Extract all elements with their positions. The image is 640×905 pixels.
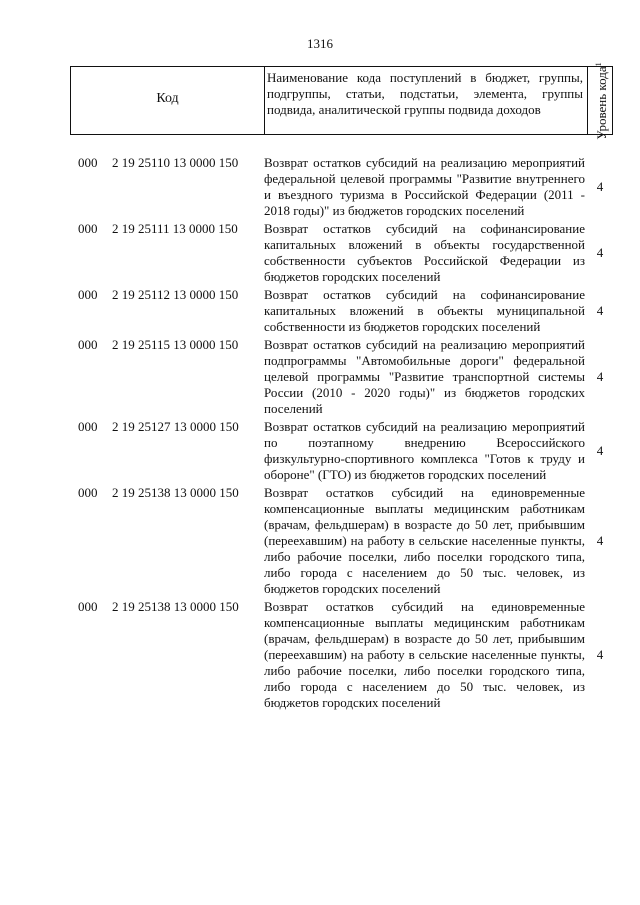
row-name: Возврат остатков субсидий на реализацию мероприятий федеральной целевой программы "Развитие внутреннего и въездного туризма в Российской Федерации (2011 - 2018 годы)" из бюджетов городских поселений: [264, 155, 585, 218]
table-row: [70, 337, 613, 417]
page-number: 1316: [307, 36, 333, 51]
row-level: 4: [596, 179, 604, 194]
row-admin-code: 000: [78, 419, 98, 434]
header-level-text: Уровень кода: [594, 65, 610, 140]
table-body: [70, 155, 613, 713]
table-header: [70, 61, 613, 140]
table-row: [70, 287, 613, 335]
row-name: Возврат остатков субсидий на софинансирование капитальных вложений в объекты государственной собственности субъектов Российской Федерации из бюджетов городских поселений: [264, 221, 585, 284]
row-admin-code: 000: [78, 155, 98, 170]
row-admin-code: 000: [78, 287, 98, 302]
table-row: [70, 485, 613, 597]
row-name: Возврат остатков субсидий на реализацию мероприятий подпрограммы "Автомобильные дороги" федеральной целевой программы "Развитие транспортной системы России (2010 - 2020 годы)" из бюджетов городских поселений: [264, 337, 585, 416]
table-row: [70, 419, 613, 483]
row-income-code: 2 19 25115 13 0000 150: [112, 337, 239, 352]
row-level: 4: [596, 245, 604, 260]
header-level-footnote: 1: [593, 61, 603, 66]
row-name: Возврат остатков субсидий на реализацию мероприятий по поэтапному внедрению Всероссийского физкультурно-спортивного комплекса "Готов к труду и обороне" (ГТО) из бюджетов городских поселений: [264, 419, 585, 482]
header-level-label: [592, 62, 608, 139]
row-admin-code: 000: [78, 485, 98, 500]
row-income-code: 2 19 25112 13 0000 150: [112, 287, 239, 302]
row-admin-code: 000: [78, 337, 98, 352]
row-name: Возврат остатков субсидий на единовременные компенсационные выплаты медицинским работникам (врачам, фельдшерам) в возрасте до 50 лет, прибывшим (переехавшим) на работу в сельские населенные пункты, либо рабочие поселки, либо поселки городского типа, либо города с населением до 50 тыс. человек, из бюджетов городских поселений: [264, 485, 585, 596]
row-income-code: 2 19 25127 13 0000 150: [112, 419, 239, 434]
row-income-code: 2 19 25138 13 0000 150: [112, 485, 239, 500]
row-name: Возврат остатков субсидий на единовременные компенсационные выплаты медицинским работникам (врачам, фельдшерам) в возрасте до 50 лет, прибывшим (переехавшим) на работу в сельские населенные пункты, либо рабочие поселки, либо поселки городского типа, либо города с населением до 50 тыс. человек, из бюджетов городских поселений: [264, 599, 585, 710]
row-income-code: 2 19 25138 13 0000 150: [112, 599, 239, 614]
table-row: [70, 155, 613, 219]
row-income-code: 2 19 25110 13 0000 150: [112, 155, 239, 170]
row-level: 4: [596, 533, 604, 548]
row-admin-code: 000: [78, 599, 98, 614]
header-name-column: Наименование кода поступлений в бюджет, группы, подгруппы, статьи, подстатьи, элемента, группы подвида, аналитической группы подвида доходов: [265, 67, 588, 134]
row-level: 4: [596, 303, 604, 318]
table-row: [70, 221, 613, 285]
row-level: 4: [596, 443, 604, 458]
row-level: 4: [596, 369, 604, 384]
row-income-code: 2 19 25111 13 0000 150: [112, 221, 238, 236]
header-code-column: Код: [71, 67, 265, 134]
header-level-column: [588, 61, 612, 140]
row-level: 4: [596, 647, 604, 662]
table-row: [70, 599, 613, 711]
row-admin-code: 000: [78, 221, 98, 236]
row-name: Возврат остатков субсидий на софинансирование капитальных вложений в объекты муниципальной собственности из бюджетов городских поселений: [264, 287, 585, 334]
